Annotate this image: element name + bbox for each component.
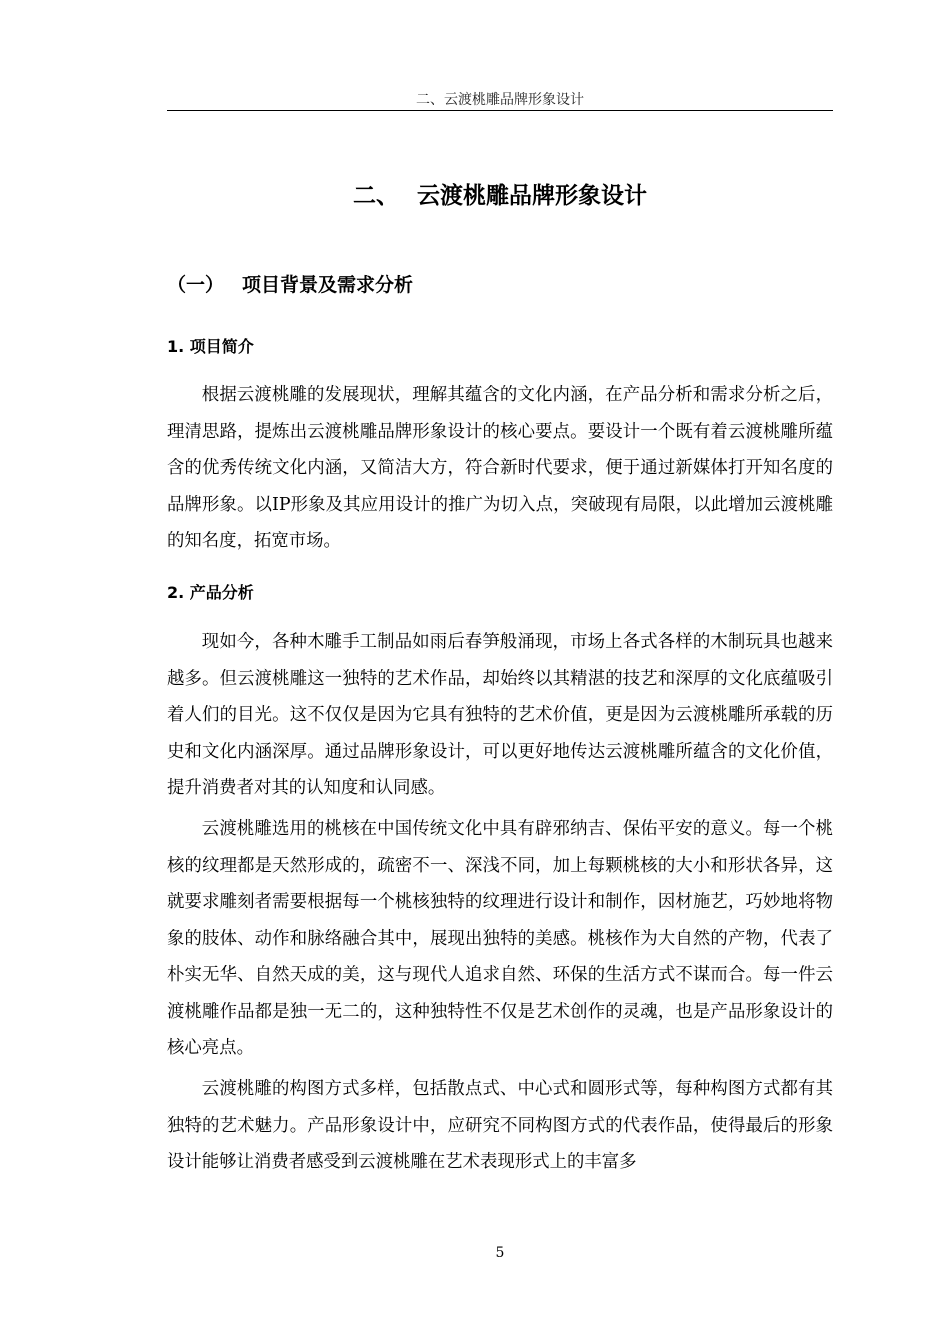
page-number: 5 [495,1245,505,1261]
chapter-title [167,178,833,214]
header-divider [167,110,833,111]
paragraph-product-analysis-1: 现如今，各种木雕手工制品如雨后春笋般涌现，市场上各式各样的木制玩具也越来越多。但云渡桃雕这一独特的艺术作品，却始终以其精湛的技艺和深厚的文化底蕴吸引着人们的目光。这不仅仅是因为它具有独特的艺术价值，更是因为云渡桃雕所承载的历史和文化内涵深厚。通过品牌形象设计，可以更好地传达云渡桃雕所蕴含的文化价值，提升消费者对其的认知度和认同感。 [167,632,833,798]
subsection-heading-product-analysis: 2. 产品分析 [167,583,254,602]
running-header: 二、云渡桃雕品牌形象设计 [416,92,584,108]
section-number: （一） [167,274,225,296]
chapter-number: 二、 [353,183,399,209]
paragraph-project-intro: 根据云渡桃雕的发展现状，理解其蕴含的文化内涵，在产品分析和需求分析之后，理清思路，提炼出云渡桃雕品牌形象设计的核心要点。要设计一个既有着云渡桃雕所蕴含的优秀传统文化内涵，又简洁大方，符合新时代要求，便于通过新媒体打开知名度的品牌形象。以IP形象及其应用设计的推广为切入点，突破现有局限，以此增加云渡桃雕的知名度，拓宽市场。 [167,385,833,551]
paragraph-product-analysis-3: 云渡桃雕的构图方式多样，包括散点式、中心式和圆形式等，每种构图方式都有其独特的艺术魅力。产品形象设计中，应研究不同构图方式的代表作品，使得最后的形象设计能够让消费者感受到云渡桃雕在艺术表现形式上的丰富多 [167,1079,833,1172]
paragraph-product-analysis-2: 云渡桃雕选用的桃核在中国传统文化中具有辟邪纳吉、保佑平安的意义。每一个桃核的纹理都是天然形成的，疏密不一、深浅不同，加上每颗桃核的大小和形状各异，这就要求雕刻者需要根据每一个桃核独特的纹理进行设计和制作，因材施艺，巧妙地将物象的肢体、动作和脉络融合其中，展现出独特的美感。桃核作为大自然的产物，代表了朴实无华、自然天成的美，这与现代人追求自然、环保的生活方式不谋而合。每一件云渡桃雕作品都是独一无二的，这种独特性不仅是艺术创作的灵魂，也是产品形象设计的核心亮点。 [167,819,833,1058]
section-title [167,270,413,300]
chapter-title-text: 云渡桃雕品牌形象设计 [417,183,647,209]
subsection-heading-project-intro: 1. 项目简介 [167,337,254,356]
section-title-text: 项目背景及需求分析 [242,274,414,296]
